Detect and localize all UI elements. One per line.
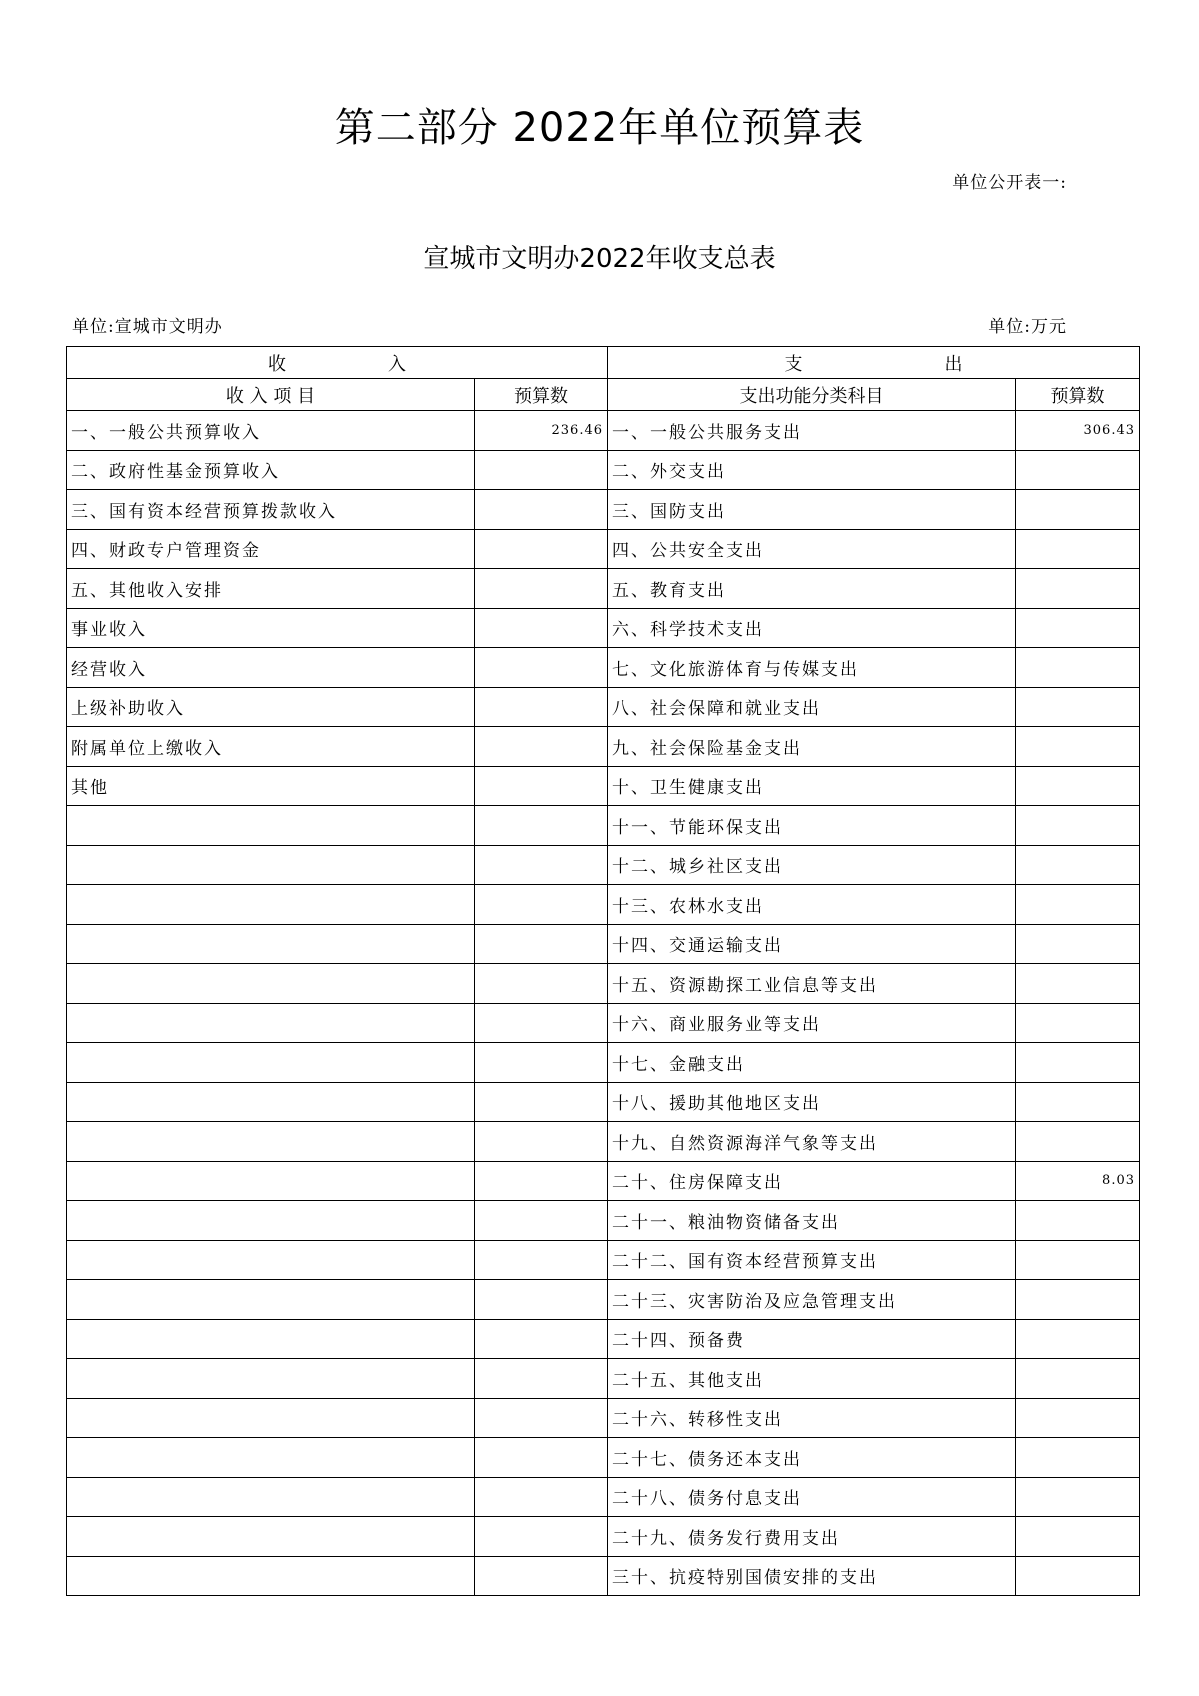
income-amount-cell — [475, 608, 608, 648]
income-item-cell — [67, 1003, 475, 1043]
expense-group-header — [608, 347, 1140, 379]
table-row — [67, 1556, 1140, 1596]
expense-amount-cell — [1016, 1280, 1140, 1320]
expense-item-cell: 三十、抗疫特别国债安排的支出 — [608, 1556, 1016, 1596]
income-amount-cell — [475, 806, 608, 846]
expense-item-cell: 二十七、债务还本支出 — [608, 1438, 1016, 1478]
header-row-columns — [67, 379, 1140, 411]
income-amount-cell — [475, 1319, 608, 1359]
income-amount-cell — [475, 1517, 608, 1557]
expense-amount-cell — [1016, 1201, 1140, 1241]
income-amount-cell — [475, 1240, 608, 1280]
expense-amount-cell — [1016, 687, 1140, 727]
income-amount-cell — [475, 1201, 608, 1241]
table-row — [67, 569, 1140, 609]
expense-amount-cell — [1016, 1003, 1140, 1043]
expense-amount-cell — [1016, 806, 1140, 846]
income-item-cell: 其他 — [67, 766, 475, 806]
income-item-cell — [67, 924, 475, 964]
income-amount-cell — [475, 1438, 608, 1478]
expense-item-cell: 二、外交支出 — [608, 450, 1016, 490]
income-item-cell — [67, 1280, 475, 1320]
unit-name: 单位:宣城市文明办 — [72, 317, 223, 337]
income-item-cell — [67, 1359, 475, 1399]
income-item-cell: 附属单位上缴收入 — [67, 727, 475, 767]
expense-amount-cell — [1016, 1319, 1140, 1359]
table-row — [67, 1438, 1140, 1478]
table-row — [67, 450, 1140, 490]
expense-item-cell: 十一、节能环保支出 — [608, 806, 1016, 846]
expense-item-cell: 二十八、债务付息支出 — [608, 1477, 1016, 1517]
expense-item-cell: 二十六、转移性支出 — [608, 1398, 1016, 1438]
income-amount-cell — [475, 1398, 608, 1438]
expense-item-cell: 三、国防支出 — [608, 490, 1016, 530]
income-item-cell — [67, 1319, 475, 1359]
expense-item-header: 支出功能分类科目 — [608, 379, 1016, 411]
table-row — [67, 1161, 1140, 1201]
income-item-cell — [67, 1438, 475, 1478]
income-amount-cell — [475, 885, 608, 925]
income-amount-cell: 236.46 — [475, 411, 608, 451]
income-header-char-2: 入 — [388, 353, 406, 375]
expense-amount-cell — [1016, 648, 1140, 688]
table-row — [67, 529, 1140, 569]
expense-item-cell: 十二、城乡社区支出 — [608, 845, 1016, 885]
income-amount-cell — [475, 727, 608, 767]
income-item-header: 收 入 项 目 — [67, 379, 475, 411]
income-amount-cell — [475, 766, 608, 806]
income-amount-cell — [475, 450, 608, 490]
income-amount-cell — [475, 1359, 608, 1399]
header-row-group — [67, 347, 1140, 379]
income-item-cell: 二、政府性基金预算收入 — [67, 450, 475, 490]
income-item-cell: 上级补助收入 — [67, 687, 475, 727]
expense-amount-cell — [1016, 1477, 1140, 1517]
table-row — [67, 1280, 1140, 1320]
income-item-cell — [67, 1398, 475, 1438]
income-item-cell — [67, 1043, 475, 1083]
income-item-cell — [67, 964, 475, 1004]
income-item-cell — [67, 1240, 475, 1280]
table-row — [67, 490, 1140, 530]
table-row — [67, 924, 1140, 964]
expense-item-cell: 九、社会保险基金支出 — [608, 727, 1016, 767]
expense-item-cell: 八、社会保障和就业支出 — [608, 687, 1016, 727]
expense-item-cell: 十五、资源勘探工业信息等支出 — [608, 964, 1016, 1004]
income-amount-cell — [475, 964, 608, 1004]
income-item-cell: 经营收入 — [67, 648, 475, 688]
income-amount-cell — [475, 1003, 608, 1043]
expense-item-cell: 十四、交通运输支出 — [608, 924, 1016, 964]
table-row — [67, 766, 1140, 806]
expense-amount-cell — [1016, 1240, 1140, 1280]
expense-amount-cell — [1016, 766, 1140, 806]
expense-item-cell: 四、公共安全支出 — [608, 529, 1016, 569]
expense-amount-cell — [1016, 529, 1140, 569]
expense-item-cell: 二十一、粮油物资储备支出 — [608, 1201, 1016, 1241]
expense-amount-cell — [1016, 1122, 1140, 1162]
expense-item-cell: 十八、援助其他地区支出 — [608, 1082, 1016, 1122]
income-item-cell: 五、其他收入安排 — [67, 569, 475, 609]
expense-item-cell: 二十二、国有资本经营预算支出 — [608, 1240, 1016, 1280]
income-header-char-1: 收 — [268, 353, 286, 375]
expense-header-char-1: 支 — [784, 353, 803, 375]
income-amount-cell — [475, 490, 608, 530]
expense-amount-cell — [1016, 450, 1140, 490]
table-row — [67, 1122, 1140, 1162]
table-row — [67, 1517, 1140, 1557]
income-amount-cell — [475, 924, 608, 964]
expense-amount-cell — [1016, 608, 1140, 648]
expense-amount-cell: 8.03 — [1016, 1161, 1140, 1201]
expense-item-cell: 十三、农林水支出 — [608, 885, 1016, 925]
expense-item-cell: 一、一般公共服务支出 — [608, 411, 1016, 451]
income-amount-cell — [475, 529, 608, 569]
table-row — [67, 964, 1140, 1004]
expense-amount-cell — [1016, 1359, 1140, 1399]
income-amount-header: 预算数 — [475, 379, 608, 411]
expense-amount-cell — [1016, 1438, 1140, 1478]
expense-item-cell: 十、卫生健康支出 — [608, 766, 1016, 806]
expense-item-cell: 二十九、债务发行费用支出 — [608, 1517, 1016, 1557]
table-row — [67, 1003, 1140, 1043]
expense-amount-cell — [1016, 1082, 1140, 1122]
income-amount-cell — [475, 1161, 608, 1201]
expense-amount-cell — [1016, 727, 1140, 767]
table-row — [67, 608, 1140, 648]
table-row — [67, 687, 1140, 727]
expense-amount-cell — [1016, 964, 1140, 1004]
expense-item-cell: 二十三、灾害防治及应急管理支出 — [608, 1280, 1016, 1320]
expense-amount-cell — [1016, 1517, 1140, 1557]
table-row — [67, 1398, 1140, 1438]
income-amount-cell — [475, 569, 608, 609]
expense-item-cell: 十九、自然资源海洋气象等支出 — [608, 1122, 1016, 1162]
income-item-cell — [67, 806, 475, 846]
income-group-header — [67, 347, 608, 379]
expense-item-cell: 五、教育支出 — [608, 569, 1016, 609]
table-row — [67, 1319, 1140, 1359]
table-row — [67, 806, 1140, 846]
income-item-cell: 三、国有资本经营预算拨款收入 — [67, 490, 475, 530]
table-row — [67, 411, 1140, 451]
table-title: 宣城市文明办2022年收支总表 — [423, 244, 776, 274]
expense-amount-header: 预算数 — [1016, 379, 1140, 411]
income-item-cell: 一、一般公共预算收入 — [67, 411, 475, 451]
expense-amount-cell — [1016, 1556, 1140, 1596]
expense-item-cell: 十六、商业服务业等支出 — [608, 1003, 1016, 1043]
page-title: 第二部分 2022年单位预算表 — [334, 105, 865, 151]
expense-amount-cell — [1016, 490, 1140, 530]
expense-header-char-2: 出 — [944, 353, 963, 375]
expense-amount-cell — [1016, 845, 1140, 885]
income-item-cell — [67, 845, 475, 885]
income-amount-cell — [475, 1477, 608, 1517]
expense-item-cell: 七、文化旅游体育与传媒支出 — [608, 648, 1016, 688]
expense-amount-cell: 306.43 — [1016, 411, 1140, 451]
table-row — [67, 1477, 1140, 1517]
table-row — [67, 1359, 1140, 1399]
income-item-cell — [67, 1556, 475, 1596]
income-item-cell: 事业收入 — [67, 608, 475, 648]
table-row — [67, 1043, 1140, 1083]
expense-item-cell: 二十五、其他支出 — [608, 1359, 1016, 1399]
income-amount-cell — [475, 1043, 608, 1083]
income-item-cell — [67, 1161, 475, 1201]
table-row — [67, 1082, 1140, 1122]
income-item-cell: 四、财政专户管理资金 — [67, 529, 475, 569]
expense-item-cell: 六、科学技术支出 — [608, 608, 1016, 648]
expense-amount-cell — [1016, 924, 1140, 964]
currency-unit: 单位:万元 — [988, 317, 1067, 337]
income-item-cell — [67, 1201, 475, 1241]
income-item-cell — [67, 885, 475, 925]
expense-item-cell: 十七、金融支出 — [608, 1043, 1016, 1083]
income-amount-cell — [475, 1280, 608, 1320]
table-row — [67, 845, 1140, 885]
table-row — [67, 727, 1140, 767]
expense-amount-cell — [1016, 1043, 1140, 1083]
income-amount-cell — [475, 1082, 608, 1122]
table-row — [67, 1201, 1140, 1241]
income-item-cell — [67, 1477, 475, 1517]
expense-item-cell: 二十、住房保障支出 — [608, 1161, 1016, 1201]
income-item-cell — [67, 1122, 475, 1162]
table-body — [67, 411, 1140, 1596]
expense-amount-cell — [1016, 885, 1140, 925]
income-amount-cell — [475, 687, 608, 727]
budget-table — [66, 346, 1140, 1596]
income-amount-cell — [475, 648, 608, 688]
income-item-cell — [67, 1517, 475, 1557]
income-item-cell — [67, 1082, 475, 1122]
table-row — [67, 648, 1140, 688]
income-amount-cell — [475, 1122, 608, 1162]
expense-item-cell: 二十四、预备费 — [608, 1319, 1016, 1359]
expense-amount-cell — [1016, 1398, 1140, 1438]
table-row — [67, 885, 1140, 925]
income-amount-cell — [475, 845, 608, 885]
form-number: 单位公开表一: — [952, 173, 1067, 193]
income-amount-cell — [475, 1556, 608, 1596]
table-row — [67, 1240, 1140, 1280]
expense-amount-cell — [1016, 569, 1140, 609]
